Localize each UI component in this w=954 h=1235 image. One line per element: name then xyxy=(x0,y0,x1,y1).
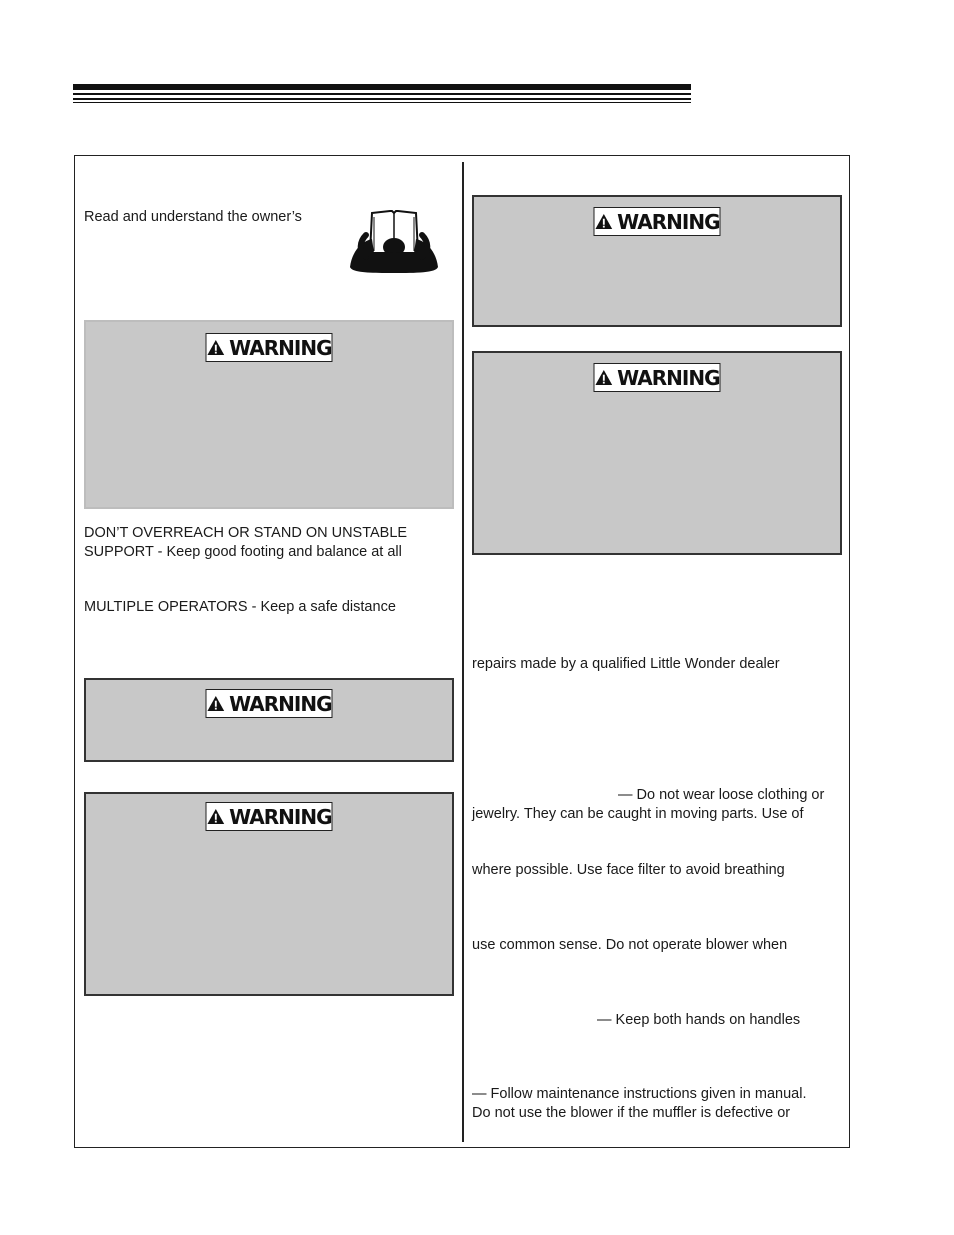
warning-triangle-icon xyxy=(207,808,226,825)
warning-triangle-icon xyxy=(207,695,226,712)
warning-triangle-icon xyxy=(595,213,614,230)
multiple-operators-text: MULTIPLE OPERATORS - Keep a safe distance xyxy=(84,599,396,615)
warning-box-1 xyxy=(84,320,454,509)
hands-on-handles-text: — Keep both hands on handles xyxy=(597,1012,801,1028)
clothing-text-line2: jewelry. They can be caught in moving parts. Use of xyxy=(472,806,804,822)
warning-label: WARNING xyxy=(229,691,332,716)
header-rule-thin xyxy=(73,102,691,103)
header-rule-thin xyxy=(73,98,691,100)
clothing-text-line1: — Do not wear loose clothing or xyxy=(618,787,825,803)
warning-box-3 xyxy=(84,792,454,996)
person-reading-manual-icon xyxy=(346,207,442,275)
header-rule-mid xyxy=(73,93,691,95)
warning-label: WARNING xyxy=(617,209,720,234)
warning-badge xyxy=(594,363,721,392)
warning-box-5 xyxy=(472,351,842,555)
overreach-text-line1: DON’T OVERREACH OR STAND ON UNSTABLE xyxy=(84,525,408,541)
face-filter-text: where possible. Use face filter to avoid breathing xyxy=(472,862,785,878)
common-sense-text: use common sense. Do not operate blower when xyxy=(472,937,788,953)
warning-triangle-icon xyxy=(207,339,226,356)
maintenance-text-line1: — Follow maintenance instructions given in manual. xyxy=(472,1086,807,1102)
warning-badge xyxy=(206,802,333,831)
read-manual-text: Read and understand the owner’s xyxy=(84,209,302,225)
header-rule-thick xyxy=(73,84,691,90)
overreach-text-line2: SUPPORT - Keep good footing and balance at all xyxy=(84,544,402,560)
maintenance-text-line2: Do not use the blower if the muffler is defective or xyxy=(472,1105,791,1121)
warning-badge xyxy=(206,689,333,718)
warning-label: WARNING xyxy=(229,804,332,829)
warning-label: WARNING xyxy=(229,335,332,360)
warning-label: WARNING xyxy=(617,365,720,390)
warning-box-2 xyxy=(84,678,454,762)
warning-triangle-icon xyxy=(595,369,614,386)
warning-badge xyxy=(206,333,333,362)
warning-box-4 xyxy=(472,195,842,327)
repairs-text: repairs made by a qualified Little Wonder dealer xyxy=(472,656,780,672)
warning-badge xyxy=(594,207,721,236)
column-divider xyxy=(462,162,464,1142)
